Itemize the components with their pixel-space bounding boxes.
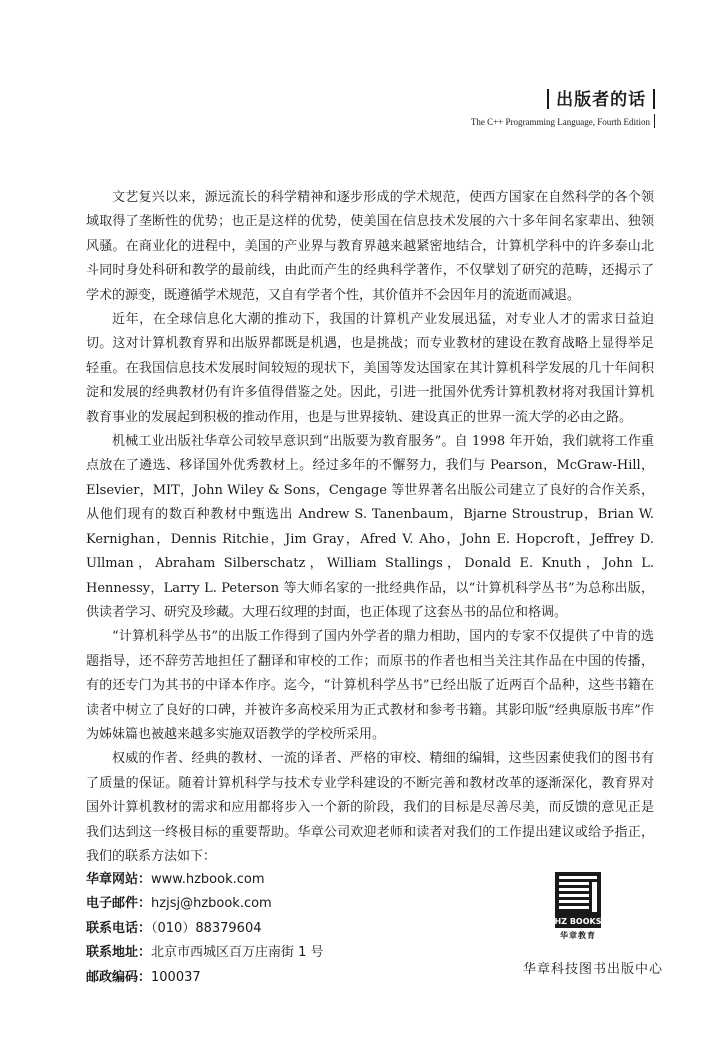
contact-label: 电子邮件：	[86, 896, 152, 912]
contact-website	[86, 868, 324, 892]
hz-books-logo	[552, 872, 604, 941]
contact-value: hzjsj@hzbook.com	[151, 896, 272, 912]
logo-name: 华章教育	[560, 931, 596, 940]
paragraph: 文艺复兴以来，源远流长的科学精神和逐步形成的学术规范，使西方国家在自然科学的各个领域取得了垄断性的优势；也正是这样的优势，使美国在信息技术发展的六十多年间名家辈出、独领风骚。在商业化的进程中，美国的产业界与教育界越来越紧密地结合，计算机学科中的许多泰山北斗同时身处科研和教学的最前线，由此而产生的经典科学著作，不仅擘划了研究的范畴，还揭示了学术的源变，既遵循学术规范，又自有学者个性，其价值并不会因年月的流逝而减退。	[86, 190, 654, 303]
contact-email	[86, 892, 324, 916]
contact-label: 联系地址：	[86, 945, 152, 961]
book-subtitle: The C++ Programming Language, Fourth Edition	[470, 117, 650, 127]
hz-books-logo-icon	[555, 872, 601, 928]
paragraph: 近年，在全球信息化大潮的推动下，我国的计算机产业发展迅猛，对专业人才的需求日益迫切。这对计算机教育界和出版界都既是机遇，也是挑战；而专业教材的建设在教育战略上显得举足轻重。在我国信息技术发展时间较短的现状下，美国等发达国家在其计算机科学发展的几十年间积淀和发展的经典教材仍有许多值得借鉴之处。因此，引进一批国外优秀计算机教材将对我国计算机教育事业的发展起到积极的推动作用，也是与世界接轨、建设真正的世界一流大学的必由之路。	[86, 312, 654, 425]
contact-value: （010）88379604	[151, 920, 262, 936]
contact-address	[86, 941, 324, 965]
right-rule	[653, 89, 655, 109]
publisher-name: 华章科技图书出版中心	[522, 962, 663, 977]
subtitle-rule	[654, 114, 655, 128]
contact-info	[86, 868, 324, 990]
contact-postcode	[86, 966, 324, 990]
contact-value: www.hzbook.com	[151, 872, 265, 887]
contact-value: 北京市西城区百万庄南街 1 号	[151, 945, 324, 961]
contact-label: 联系电话：	[86, 920, 152, 936]
contact-phone	[86, 917, 324, 941]
header-title-line	[471, 88, 655, 112]
contact-value: 100037	[151, 969, 201, 985]
left-rule	[547, 89, 549, 109]
page-title: 出版者的话	[556, 90, 647, 110]
logo-mark-graphic	[555, 872, 601, 928]
page-header	[471, 88, 655, 130]
book-subtitle-line	[471, 114, 655, 130]
paragraph: “计算机科学丛书”的出版工作得到了国内外学者的鼎力相助，国内的专家不仅提供了中肯的选题指导，还不辞劳苦地担任了翻译和审校的工作；而原书的作者也相当关注其作品在中国的传播，有的还专门为其书的中译本作序。迄今，“计算机科学丛书”已经出版了近两百个品种，这些书籍在读者中树立了良好的口碑，并被许多高校采用为正式教材和参考书籍。其影印版“经典原版书库”作为姊妹篇也被越来越多实施双语教学的学校所采用。	[86, 629, 654, 742]
body-text	[86, 186, 654, 869]
paragraph: 机械工业出版社华章公司较早意识到“出版要为教育服务”。自 1998 年开始，我们就将工作重点放在了遴选、移译国外优秀教材上。经过多年的不懈努力，我们与 Pearson，McGraw-Hill，Elsevier，MIT，John Wiley & Sons，Cengage 等世界著名出版公司建立了良好的合作关系，从他们现有的数百种教材中甄选出 Andrew S. Tanenbaum，Bjarne Stroustrup，Brian W. Kernighan，Dennis Ritchie，Jim Gray，Afred V. Aho，John E. Hopcroft，Jeffrey D. Ullman，Abraham Silberschatz，William Stallings，Donald E. Knuth，John L. Hennessy，Larry L. Peterson 等大师名家的一批经典作品，以“计算机科学丛书”为总称出版，供读者学习、研究及珍藏。大理石纹理的封面，也正体现了这套丛书的品位和格调。	[86, 434, 654, 620]
contact-label: 邮政编码：	[86, 969, 152, 985]
contact-label: 华章网站：	[86, 872, 152, 887]
paragraph: 权威的作者、经典的教材、一流的译者、严格的审校、精细的编辑，这些因素使我们的图书有了质量的保证。随着计算机科学与技术专业学科建设的不断完善和教材改革的逐渐深化，教育界对国外计算机教材的需求和应用都将步入一个新的阶段，我们的目标是尽善尽美，而反馈的意见正是我们达到这一终极目标的重要帮助。华章公司欢迎老师和读者对我们的工作提出建议或给予指正，我们的联系方法如下：	[86, 751, 654, 864]
logo-badge-text: HZ BOOKS	[555, 917, 601, 926]
